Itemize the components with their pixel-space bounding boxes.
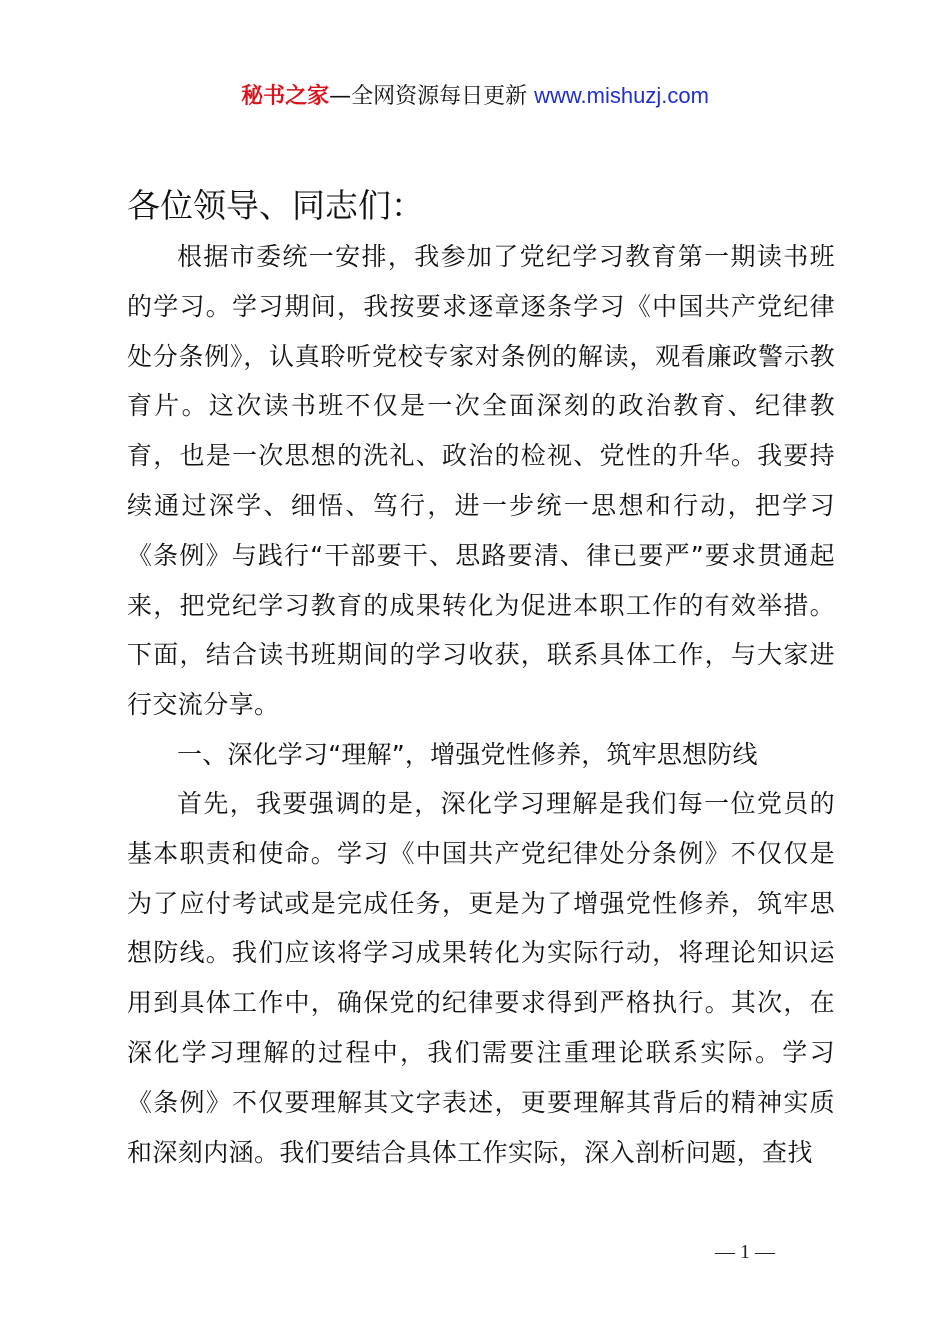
body-paragraph-2: 首先，我要强调的是，深化学习理解是我们每一位党员的基本职责和使命。学习《中国共产党纪律处分条例》不仅仅是为了应付考试或是完成任务，更是为了增强党性修养，筑牢思想防线。我们应该将学习成果转化为实际行动，将理论知识运用到具体工作中，确保党的纪律要求得到严格执行。其次，在深化学习理解的过程中，我们需要注重理论联系实际。学习《条例》不仅要理解其文字表述，更要理解其背后的精神实质和深刻内涵。我们要结合具体工作实际，深入剖析问题，查找 [127,789,835,1167]
section-heading-1: 一、深化学习“理解”，增强党性修养，筑牢思想防线 [177,740,758,769]
body-paragraph-1: 根据市委统一安排，我参加了党纪学习教育第一期读书班的学习。学习期间，我按要求逐章逐条学习《中国共产党纪律处分条例》，认真聆听党校专家对条例的解读，观看廉政警示教育片。这次读书班不仅是一次全面深刻的政治教育、纪律教育，也是一次思想的洗礼、政治的检视、党性的升华。我要持续通过深学、细悟、笃行，进一步统一思想和行动，把学习《条例》与践行“干部要干、思路要清、律已要严”要求贯通起来，把党纪学习教育的成果转化为促进本职工作的有效举措。下面，结合读书班期间的学习收获，联系具体工作，与大家进行交流分享。 [127,242,835,720]
site-url-link[interactable]: www.mishuzj.com [534,83,709,108]
site-brand: 秘书之家 [241,84,330,109]
salutation: 各位领导、同志们： [127,186,424,225]
site-header [0,80,950,113]
site-tagline: —全网资源每日更新 [329,84,528,109]
page-number: — 1 — [715,1241,775,1263]
